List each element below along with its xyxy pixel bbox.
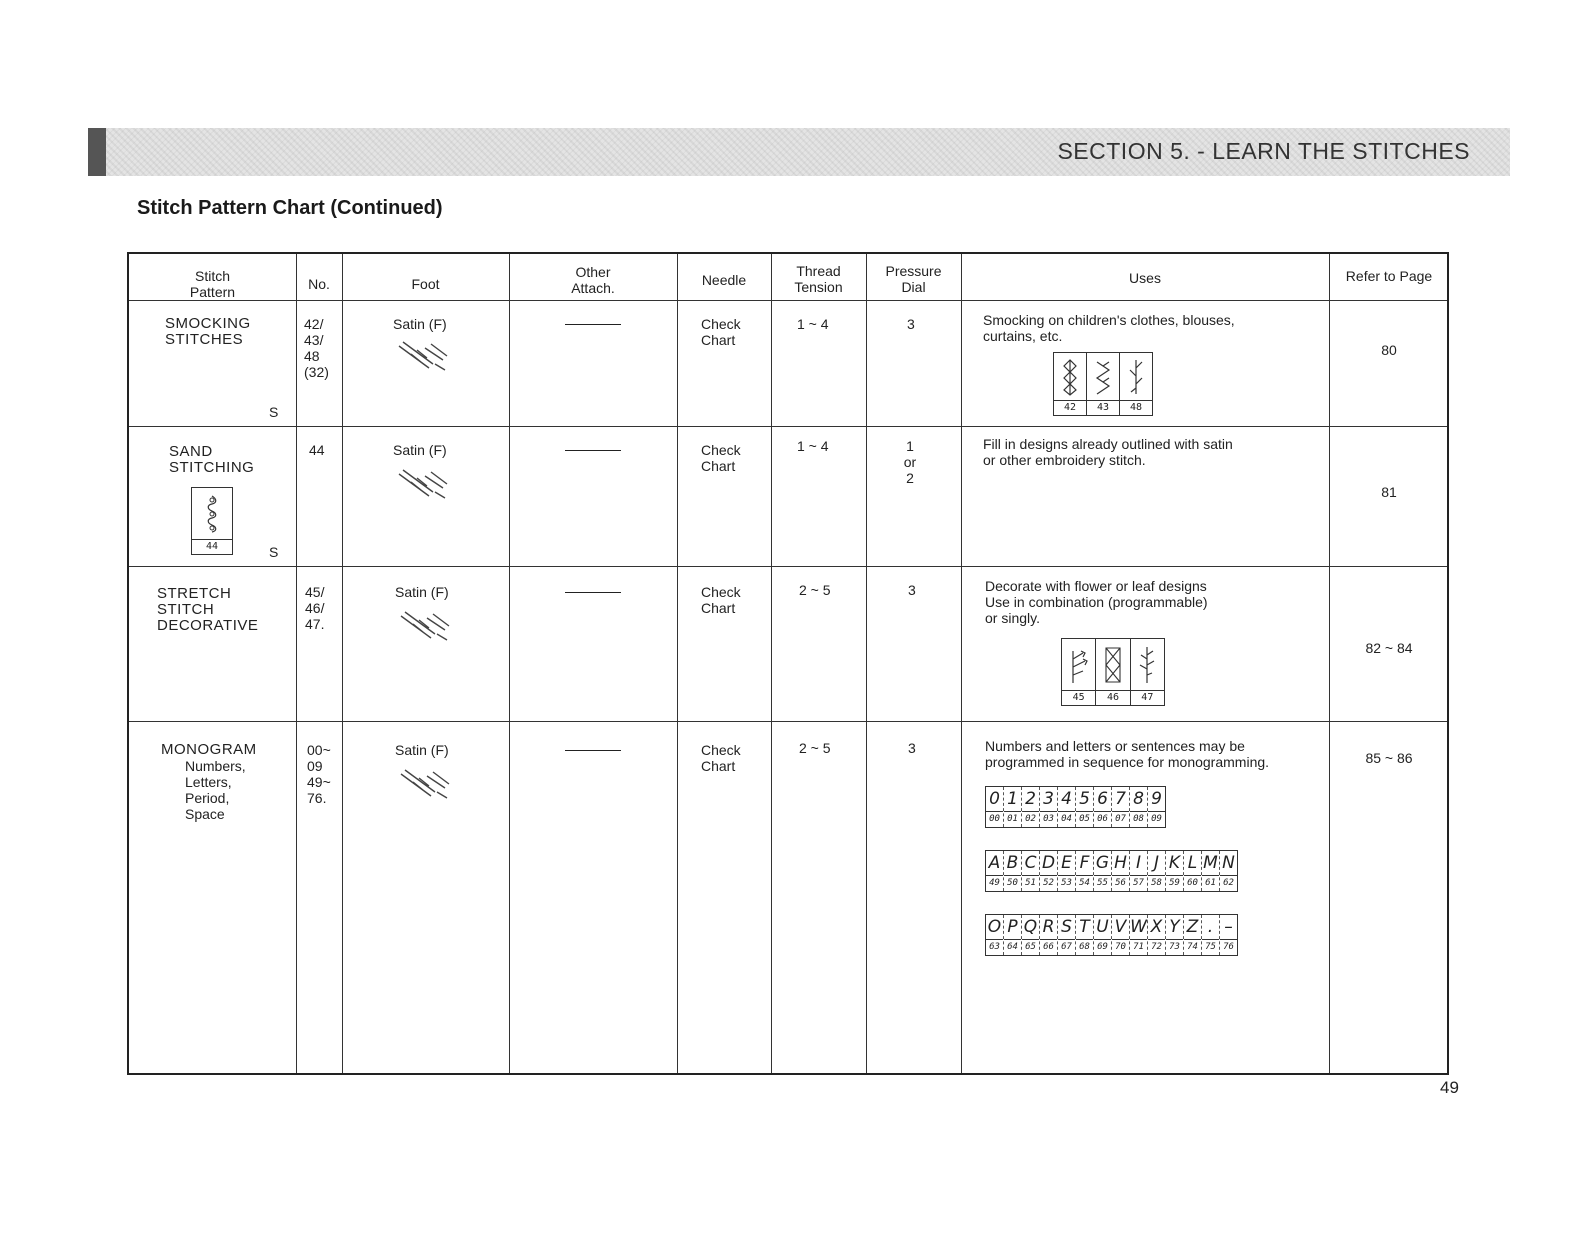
refer-page-value: 85 ~ 86 [1365,750,1413,766]
monogram-glyph [1058,851,1076,891]
monogram-number: 50 [1004,875,1021,891]
section-title: SECTION 5. - LEARN THE STITCHES [1057,138,1470,164]
monogram-number: 53 [1058,875,1075,891]
monogram-number: 61 [1202,875,1219,891]
pattern-name: MONOGRAM Numbers, Letters, Period, Space [161,741,257,822]
page-number: 49 [1440,1078,1459,1097]
monogram-character: H [1114,853,1127,873]
monogram-character: I [1135,853,1141,873]
header-other-attach: Other Attach. [571,264,615,296]
monogram-character: 3 [1043,789,1054,809]
header-no: No. [308,276,330,292]
stitch-diagram: 42 43 48 [1053,352,1153,416]
foot-label: Satin (F) [395,742,449,758]
satin-foot-icon [397,768,453,804]
stitch-numbers: 45/ 46/ 47. [305,584,325,632]
monogram-character: C [1024,853,1037,873]
needle-value: Check Chart [701,742,741,774]
monogram-character: 1 [1007,789,1018,809]
monogram-character: Q [1023,917,1038,937]
monogram-number: 51 [1022,875,1039,891]
leaf-stitch-46-icon [1103,645,1123,685]
thread-tension-value: 1 ~ 4 [797,316,829,332]
uses-text: Smocking on children's clothes, blouses, curtains, etc. [983,312,1235,344]
header-uses: Uses [1129,270,1161,286]
pressure-dial-value: 3 [908,582,916,598]
monogram-glyph [1076,915,1094,955]
foot-label: Satin (F) [393,442,447,458]
monogram-number: 60 [1184,875,1201,891]
monogram-glyph [1166,851,1184,891]
monogram-character: 0 [989,789,1000,809]
header-needle: Needle [701,272,747,288]
monogram-number: 04 [1058,811,1075,827]
monogram-glyph [1184,851,1202,891]
monogram-number: 71 [1130,939,1147,955]
monogram-glyph [1112,787,1130,827]
monogram-number: 63 [986,939,1003,955]
pattern-mark: S [269,404,279,420]
monogram-number: 62 [1220,875,1237,891]
stitch-numbers: 44 [309,442,325,458]
refer-page-value: 81 [1381,484,1397,500]
flower-stitch-45-icon [1069,645,1089,685]
monogram-glyph [986,851,1004,891]
monogram-number: 52 [1040,875,1057,891]
monogram-number: 08 [1130,811,1147,827]
monogram-glyph [1094,915,1112,955]
monogram-glyph [1058,787,1076,827]
monogram-character: P [1007,917,1018,937]
monogram-character: B [1006,853,1019,873]
monogram-character: J [1153,853,1159,873]
monogram-number: 55 [1094,875,1111,891]
monogram-character: F [1079,853,1090,873]
monogram-character: S [1061,917,1072,937]
monogram-glyph [1184,915,1202,955]
monogram-character: M [1203,853,1218,873]
stitch-numbers: 00~ 09 49~ 76. [307,742,331,806]
monogram-character: G [1095,853,1110,873]
monogram-digits-strip [985,786,1166,828]
satin-foot-icon [395,340,451,376]
page-title: Stitch Pattern Chart (Continued) [137,197,443,219]
smocking-stitch-43-icon [1094,358,1112,396]
monogram-number: 76 [1220,939,1237,955]
uses-text: Numbers and letters or sentences may be programmed in sequence for monogramming. [985,738,1270,770]
thread-tension-value: 1 ~ 4 [797,438,829,454]
monogram-glyph [1076,851,1094,891]
refer-page-value: 80 [1381,342,1397,358]
monogram-character: U [1096,917,1109,937]
monogram-character: 4 [1061,789,1072,809]
other-attach-none [565,324,621,325]
monogram-number: 09 [1148,811,1165,827]
monogram-glyph [1094,787,1112,827]
pressure-dial-value: 1 or 2 [903,438,917,486]
satin-foot-icon [395,468,451,504]
monogram-number: 58 [1148,875,1165,891]
monogram-number: 02 [1022,811,1039,827]
monogram-number: 74 [1184,939,1201,955]
monogram-number: 54 [1076,875,1093,891]
needle-value: Check Chart [701,584,741,616]
monogram-glyph [1076,787,1094,827]
monogram-glyph [1220,851,1237,891]
monogram-number: 01 [1004,811,1021,827]
stitch-numbers: 42/ 43/ 48 (32) [304,316,329,380]
monogram-number: 68 [1076,939,1093,955]
monogram-number: 66 [1040,939,1057,955]
monogram-character: Z [1186,917,1199,937]
monogram-glyph [1094,851,1112,891]
monogram-glyph [1220,915,1237,955]
foot-label: Satin (F) [395,584,449,600]
monogram-number: 56 [1112,875,1129,891]
pattern-name: SAND STITCHING [169,443,255,476]
leaf-stitch-47-icon [1137,645,1157,685]
monogram-glyph [1022,915,1040,955]
monogram-character: 7 [1115,789,1126,809]
smocking-stitch-48-icon [1127,358,1145,396]
stitch-diagram: 44 [191,487,233,555]
monogram-character: V [1114,917,1127,937]
monogram-glyph [1112,915,1130,955]
thread-tension-value: 2 ~ 5 [799,582,831,598]
monogram-number: 05 [1076,811,1093,827]
monogram-character: 2 [1025,789,1036,809]
monogram-glyph [1130,851,1148,891]
monogram-number: 49 [986,875,1003,891]
section-banner [88,128,1510,176]
header-thread-tension: Thread Tension [794,263,843,295]
monogram-glyph [986,787,1004,827]
monogram-character: A [988,853,1001,873]
foot-label: Satin (F) [393,316,447,332]
monogram-number: 64 [1004,939,1021,955]
monogram-character: K [1168,853,1181,873]
other-attach-none [565,450,621,451]
uses-text: Fill in designs already outlined with satin or other embroidery stitch. [983,436,1233,468]
refer-page-value: 82 ~ 84 [1365,640,1413,656]
monogram-letters-o-space-strip [985,914,1238,956]
monogram-number: 00 [986,811,1003,827]
monogram-glyph [1112,851,1130,891]
monogram-glyph [1058,915,1076,955]
uses-text: Decorate with flower or leaf designs Use in combination (programmable) or singly. [985,578,1208,626]
monogram-glyph [986,915,1004,955]
pattern-name: STRETCH STITCH DECORATIVE [157,585,259,634]
monogram-glyph [1166,915,1184,955]
monogram-glyph [1004,787,1022,827]
monogram-glyph [1202,915,1220,955]
banner-corner-mark [88,128,106,176]
monogram-character: 8 [1133,789,1144,809]
monogram-glyph [1004,915,1022,955]
monogram-number: 06 [1094,811,1111,827]
smocking-stitch-42-icon [1061,358,1079,396]
monogram-character: E [1061,853,1072,873]
header-foot: Foot [411,276,440,292]
monogram-character: T [1079,917,1090,937]
monogram-letters-a-n-strip [985,850,1238,892]
other-attach-none [565,592,621,593]
monogram-number: 73 [1166,939,1183,955]
thread-tension-value: 2 ~ 5 [799,740,831,756]
monogram-character: R [1042,917,1055,937]
monogram-character: D [1041,853,1056,873]
stitch-diagram: 45 46 47 [1061,638,1165,706]
monogram-character: O [987,917,1002,937]
monogram-glyph [1202,851,1220,891]
monogram-glyph [1022,851,1040,891]
header-stitch-pattern: Stitch Pattern [189,268,236,300]
monogram-number: 72 [1148,939,1165,955]
monogram-character: Y [1169,917,1180,937]
monogram-glyph [1040,915,1058,955]
monogram-glyph [1148,915,1166,955]
stitch-pattern-table [127,252,1449,1075]
monogram-number: 65 [1022,939,1039,955]
monogram-number: 57 [1130,875,1147,891]
monogram-character: 6 [1097,789,1108,809]
monogram-glyph [1148,851,1166,891]
pressure-dial-value: 3 [908,740,916,756]
monogram-number: 69 [1094,939,1111,955]
monogram-glyph [1040,851,1058,891]
monogram-number: 70 [1112,939,1129,955]
monogram-number: 59 [1166,875,1183,891]
monogram-character: 9 [1151,789,1162,809]
monogram-number: 67 [1058,939,1075,955]
monogram-glyph [1130,787,1148,827]
other-attach-none [565,750,621,751]
monogram-glyph [1022,787,1040,827]
monogram-number: 75 [1202,939,1219,955]
monogram-glyph [1148,787,1165,827]
needle-value: Check Chart [701,316,741,348]
monogram-character: W [1130,917,1147,937]
monogram-character: X [1150,917,1163,937]
monogram-number: 07 [1112,811,1129,827]
pressure-dial-value: 3 [907,316,915,332]
header-refer-to-page: Refer to Page [1345,268,1433,284]
header-pressure-dial: Pressure Dial [885,263,942,295]
pattern-mark: S [269,544,279,560]
monogram-character: . [1207,917,1214,937]
needle-value: Check Chart [701,442,741,474]
monogram-glyph [1130,915,1148,955]
pattern-name: SMOCKING STITCHES [165,315,251,348]
monogram-character: N [1222,853,1235,873]
satin-foot-icon [397,610,453,646]
monogram-character: – [1224,917,1233,937]
monogram-glyph [1004,851,1022,891]
monogram-character: L [1187,853,1198,873]
monogram-glyph [1040,787,1058,827]
monogram-number: 03 [1040,811,1057,827]
monogram-character: 5 [1079,789,1090,809]
sand-stitch-44-icon [205,494,219,534]
